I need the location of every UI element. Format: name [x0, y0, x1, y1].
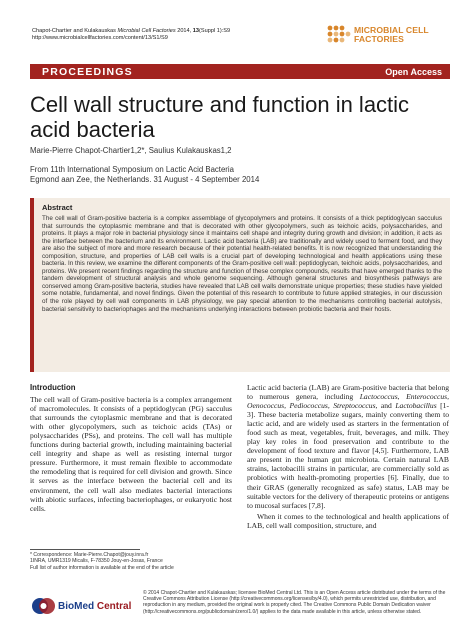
author-info-note: Full list of author information is available at the end of the article: [30, 564, 174, 571]
citation-suppl: (Suppl 1):S9: [199, 28, 231, 34]
logo-line-1: MICROBIAL CELL: [354, 25, 429, 35]
footnote-rule: [30, 549, 140, 550]
biomed-central-wordmark: [58, 601, 131, 612]
conference-info: [30, 165, 450, 185]
introduction-paragraph: The cell wall of Gram-positive bacteria is a complex arrangement of macromolecules. It consists of a peptidoglycan (PG) sacculus that surrounds the cytoplasmic membrane and that is decorated with other glycopolymers, such as teichoic acids (TAs) or polysaccharides (PSs), and proteins. The cell wall has multiple functions during bacterial growth, including maintaining bacterial cell integrity and shape as well as resisting internal turgor pressure. Furthermore, it must remain flexible to accommodate the remodeling that is required for cell division and growth. Since it serves as the interface between the bacterial cell and its environment, the cell wall also mediates bacterial interactions with abiotic surfaces, infecting bacteriophages, or eukaryotic host cells.: [30, 395, 232, 513]
bmc-central: Central: [94, 601, 132, 612]
lab-text-and: and: [377, 401, 396, 411]
applications-paragraph: When it comes to the technological and health applications of LAB, cell wall composition, structure, and: [247, 511, 449, 530]
bmc-name: BioMed: [58, 601, 95, 612]
abstract-accent-bar: [30, 198, 34, 372]
section-label: PROCEEDINGS: [42, 65, 133, 78]
lab-paragraph: [247, 383, 449, 510]
lab-genus-lactobacillus: Lactobacillus: [395, 401, 437, 411]
citation-line: [32, 28, 322, 35]
abstract-text: The cell wall of Gram-positive bacteria is a complex assemblage of glycopolymers and proteins. It consists of a thick peptidoglycan sacculus that surrounds the cytoplasmic membrane and that is decorated with other glycopolymers, such as teichoic acids, polysaccharides, and proteins. It plays a major role in bacterial physiology since it maintains cell shape and integrity during growth and division; in addition, it acts as the interface between the bacterium and its environment. Lactic acid bacteria (LAB) are traditionally and widely used to ferment food, and they are also the subject of more and more research because of their potential health-related benefits. It is now recognized that understanding the composition, structure, and properties of LAB cell walls is a crucial part of developing technological and health applications using these bacteria. In this review, we examine the different components of the Gram-positive cell wall: peptidoglycan, teichoic acids, polysaccharides, and proteins. We present recent findings regarding the structure and function of these complex compounds, results that have emerged thanks to the tandem development of structural analysis and whole genome sequencing. Although general structures and biosynthesis pathways are conserved among Gram-positive bacteria, studies have revealed that LAB cell walls demonstrate unique properties; these studies have yielded some notable, fundamental, and novel findings. Given the potential of this research to contribute to future applied strategies, in our discussion of the role played by cell wall components in LAB physiology, we pay special attention to the mechanisms controlling bacterial autolysis, bacterial sensitivity to bacteriophages and the mechanisms underlying interactions between probiotic bacteria and their hosts.: [42, 215, 442, 313]
article-url[interactable]: http://www.microbialcellfactories.com/content/13/S1/S9: [32, 35, 168, 42]
running-header: [32, 28, 322, 42]
author-list: Marie-Pierre Chapot-Chartier1,2*, Saulius Kulakauskas1,2: [30, 146, 232, 155]
abstract-heading: Abstract: [42, 203, 73, 212]
lab-genera: Lactococcus, Enterococcus, Oenococcus, Pediococcus, Streptococcus,: [247, 392, 450, 411]
correspondence-note: * Correspondence: Marie-Pierre.Chapot@jouy.inra.fr: [30, 552, 149, 558]
lab-text-start: Lactic acid bacteria (LAB) are Gram-positive bacteria that belong to numerous genera, including: [247, 383, 449, 402]
article-title: Cell wall structure and function in lactic acid bacteria: [30, 92, 410, 142]
conference-location: Egmond aan Zee, the Netherlands. 31 August - 4 September 2014: [30, 175, 260, 184]
right-column: [247, 383, 449, 530]
journal-name: Microbial Cell Factories: [117, 28, 176, 34]
introduction-heading: Introduction: [30, 383, 76, 392]
open-access-label: Open Access: [385, 66, 442, 77]
lab-text-end: [1-3]. These bacteria metabolize sugars, mainly converting them to lactic acid, and are widely used as starters in the fermentation of food such as meat, vegetables, fruit, beverages, and milk. They play key roles in food preservation and contribute to the development of food texture and flavor [4,5]. Furthermore, LAB are present in the human gut microbiota. Certain natural LAB strains, lactobacilli strains in particular, are commercially sold as probiotics with health-promoting properties [6]. Finally, due to their GRAS (generally recognized as safe) status, LAB may be suitable vectors for the delivery of therapeutic proteins or antigens to mucosal surfaces [7,8].: [247, 401, 449, 510]
left-column: [30, 383, 232, 513]
citation-year: 2014,: [175, 28, 193, 34]
footnotes: [30, 552, 235, 571]
conference-name: From 11th International Symposium on Lactic Acid Bacteria: [30, 165, 234, 174]
journal-logo-text: [354, 26, 429, 45]
license-footer: © 2014 Chapot-Chartier and Kulakauskas; licensee BioMed Central Ltd. This is an Open Access article distributed under the terms of the Creative Commons Attribution License (http://creativecommons.org/licenses/by/4.0), which permits unrestricted use, distribution, and reproduction in any medium, provided the original work is properly cited. The Creative Commons Public Domain Dedication waiver (http://creativecommons.org/publicdomain/zero/1.0/) applies to the data made available in this article, unless otherwise stated.: [143, 590, 446, 615]
proceedings-band: [30, 64, 450, 79]
abstract-box: [30, 198, 450, 372]
citation-authors: Chapot-Chartier and Kulakauskas: [32, 28, 116, 34]
logo-line-2: FACTORIES: [354, 34, 404, 45]
affiliation-note: 1INRA, UMR1319 Micalis, F-78350 Jouy-en-Josas, France: [30, 558, 163, 565]
citation-volume: 13: [192, 28, 199, 34]
